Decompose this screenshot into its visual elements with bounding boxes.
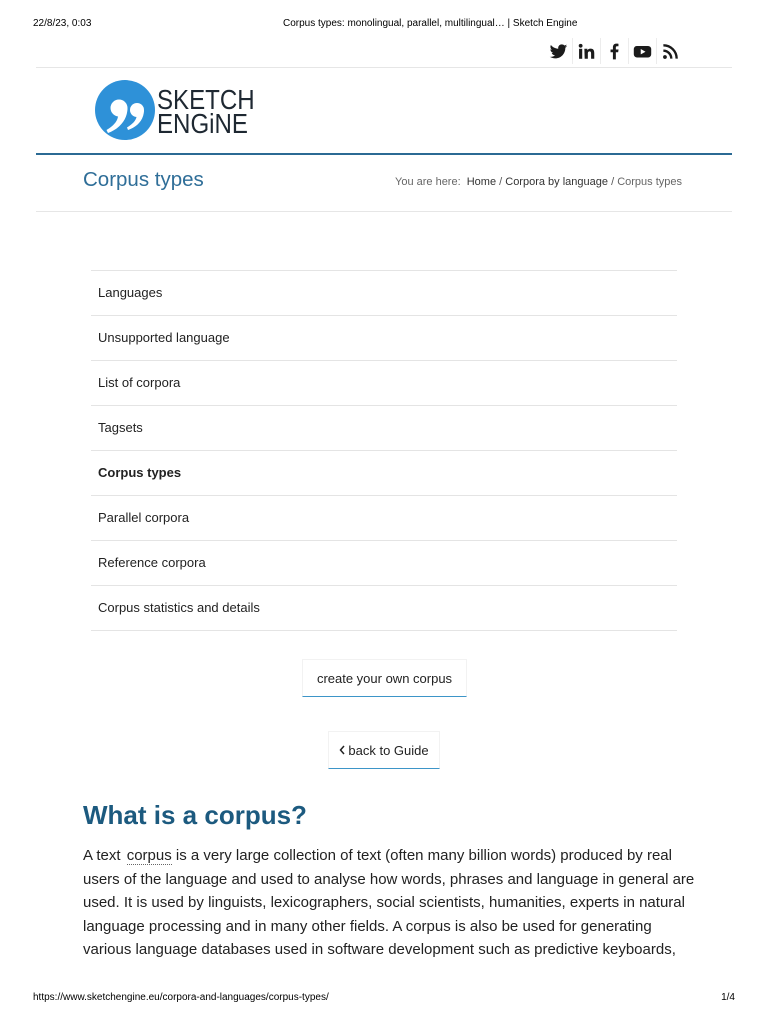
paragraph-line: users of the language and used to analyse how words, phrases and language in general are: [83, 870, 695, 888]
paragraph-line: used. It is used by linguists, lexicographers, social scientists, humanities, experts in natural: [83, 894, 685, 911]
menu-item-unsupported-language[interactable]: [91, 315, 677, 360]
breadcrumb-corpora-by-language-link[interactable]: Corpora by language: [505, 176, 608, 188]
linkedin-link[interactable]: [572, 38, 600, 64]
menu-item-label[interactable]: Parallel corpora: [98, 510, 190, 525]
page-title: Corpus types: [83, 168, 204, 191]
menu-item-label[interactable]: List of corpora: [98, 375, 181, 390]
menu-item-tagsets[interactable]: [91, 405, 677, 450]
paragraph-text: A text: [83, 847, 125, 864]
facebook-link[interactable]: [600, 38, 628, 64]
chevron-left-icon: [339, 745, 345, 755]
corpus-term-link[interactable]: corpus: [126, 847, 172, 864]
menu-item-list-of-corpora[interactable]: [91, 360, 677, 405]
breadcrumb-separator: /: [499, 176, 503, 188]
breadcrumb-prefix: You are here:: [395, 176, 461, 188]
breadcrumb-home-link[interactable]: Home: [466, 176, 497, 188]
print-datetime: 22/8/23, 0:03: [33, 18, 92, 29]
sketch-engine-logo-icon: [95, 80, 155, 140]
create-button-label: create your own corpus: [316, 670, 453, 686]
corpus-menu: [91, 270, 677, 631]
menu-item-corpus-types[interactable]: [91, 450, 677, 495]
menu-item-corpus-statistics[interactable]: [91, 585, 677, 631]
rss-icon: [661, 42, 680, 61]
print-url: https://www.sketchengine.eu/corpora-and-languages/corpus-types/: [33, 992, 329, 1003]
title-divider: [36, 211, 732, 212]
breadcrumb: [395, 175, 682, 189]
paragraph-line: language processing and in many other fields. A corpus is also be used for generating: [83, 917, 652, 935]
menu-item-reference-corpora[interactable]: [91, 540, 677, 585]
paragraph-line: various language databases used in software development such as predictive keyboards,: [83, 941, 676, 958]
menu-item-label[interactable]: Tagsets: [98, 420, 143, 435]
logo-wordmark: [157, 84, 255, 139]
paragraph-text: is a very large collection of text (often many billion words) produced by real: [171, 847, 672, 864]
print-page-title: Corpus types: monolingual, parallel, multilingual… | Sketch Engine: [283, 18, 578, 29]
menu-item-label[interactable]: Unsupported language: [98, 330, 230, 345]
back-button-label: back to Guide: [348, 742, 429, 758]
menu-item-label[interactable]: Corpus types: [98, 465, 182, 480]
social-links: [544, 38, 684, 64]
breadcrumb-current: Corpus types: [617, 176, 682, 188]
paragraph-line: [83, 844, 743, 868]
article-heading: What is a corpus?: [83, 800, 307, 830]
twitter-icon: [549, 42, 568, 61]
create-your-own-corpus-button[interactable]: [302, 659, 467, 697]
facebook-icon: [605, 42, 624, 61]
header-divider: [36, 67, 732, 68]
logo-line-1: SKETCH: [157, 84, 255, 115]
youtube-icon: [633, 42, 652, 61]
menu-item-label[interactable]: Reference corpora: [98, 555, 206, 570]
menu-item-languages[interactable]: [91, 270, 677, 315]
logo-line-2: ENGiNE: [157, 108, 248, 139]
logo-link[interactable]: [95, 80, 265, 142]
rss-link[interactable]: [656, 38, 684, 64]
article-paragraph: [83, 844, 743, 962]
youtube-link[interactable]: [628, 38, 656, 64]
print-page-number: 1/4: [721, 992, 735, 1003]
menu-item-parallel-corpora[interactable]: [91, 495, 677, 540]
twitter-link[interactable]: [544, 38, 572, 64]
menu-item-label[interactable]: Languages: [98, 285, 163, 300]
breadcrumb-separator: /: [611, 176, 615, 188]
menu-item-label[interactable]: Corpus statistics and details: [98, 600, 260, 615]
linkedin-icon: [577, 42, 596, 61]
back-to-guide-button[interactable]: [328, 731, 440, 769]
header-accent-divider: [36, 153, 732, 155]
